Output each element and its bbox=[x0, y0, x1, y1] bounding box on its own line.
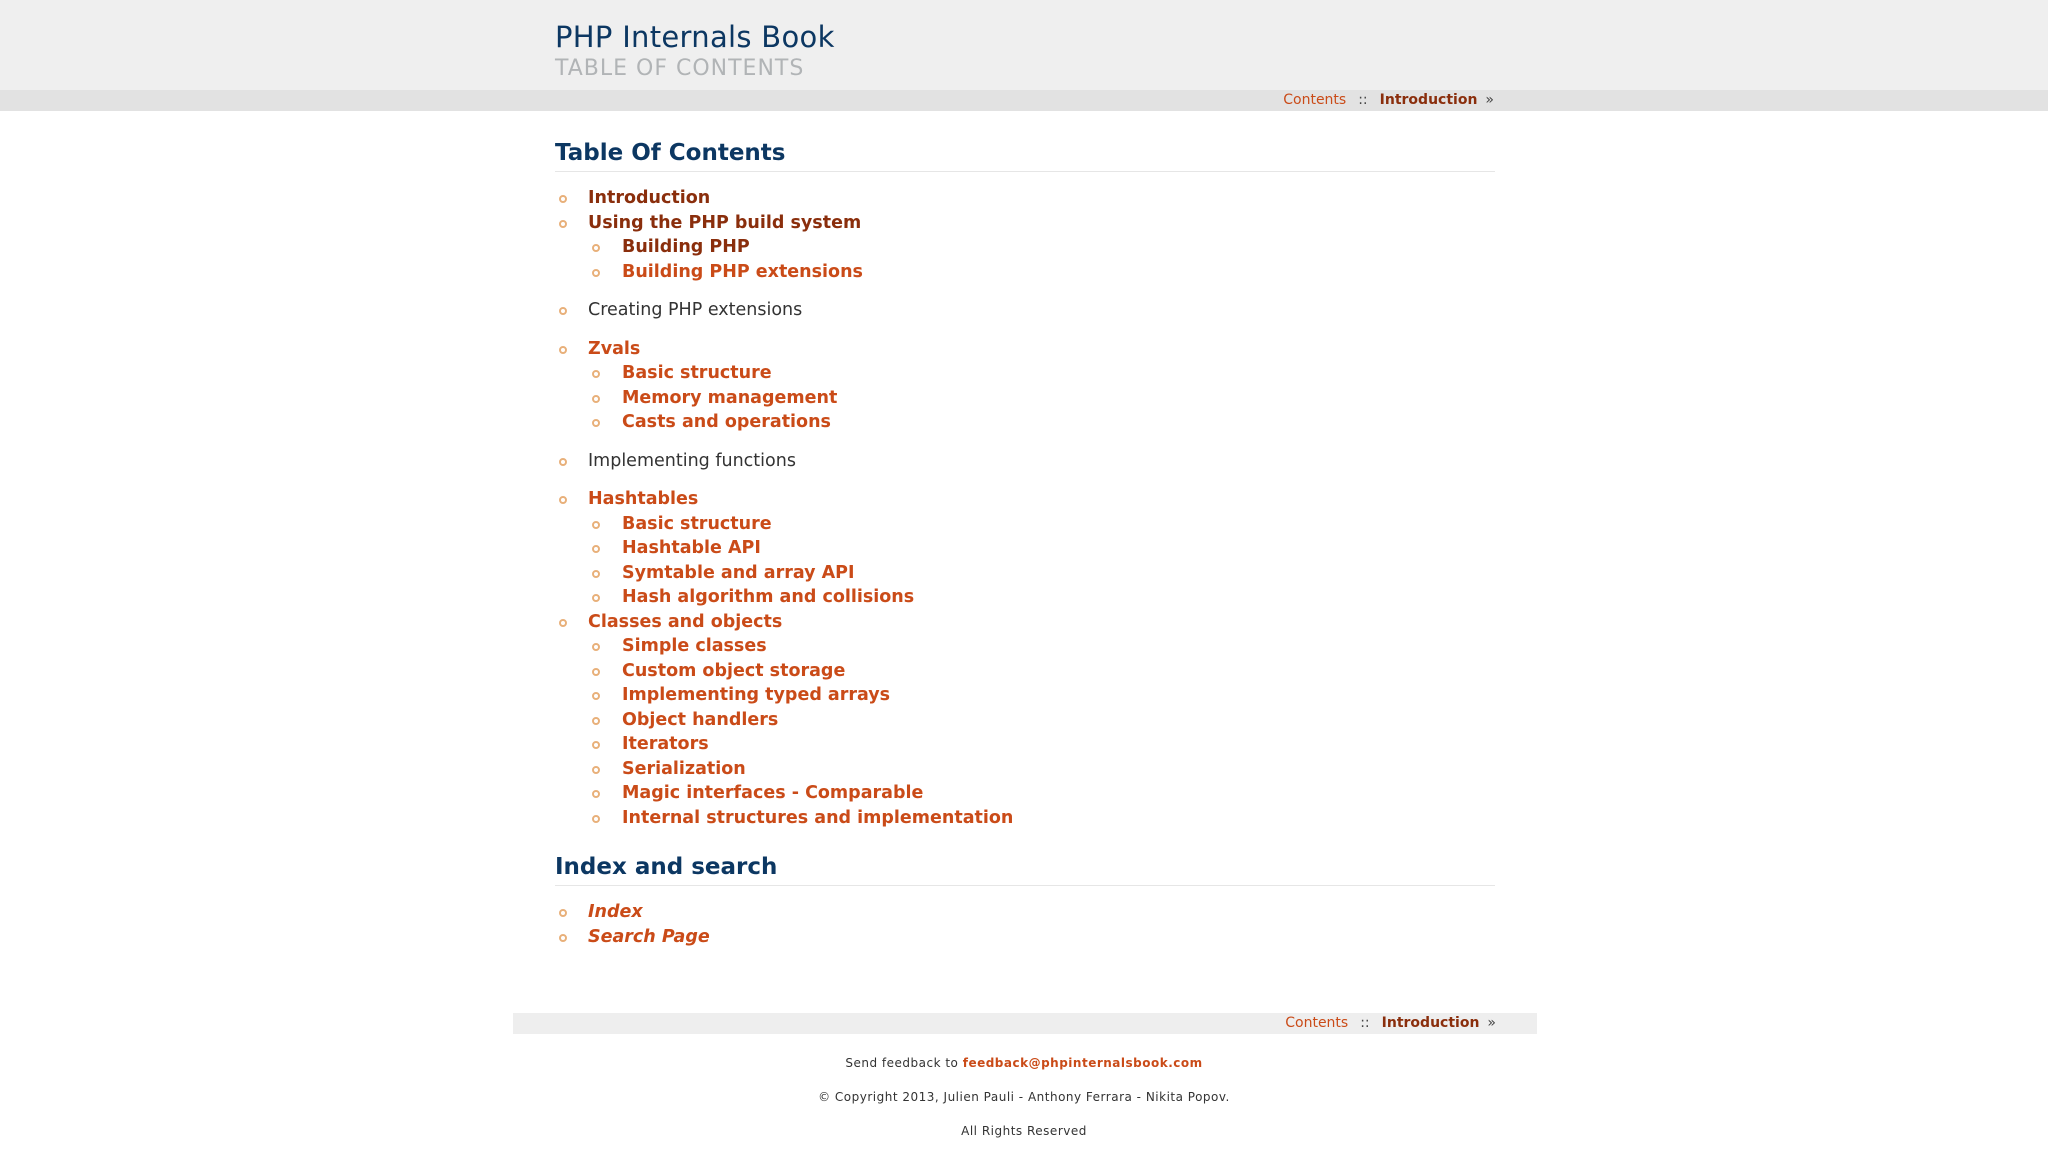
page-subtitle: TABLE OF CONTENTS bbox=[555, 56, 805, 81]
toc-link-casts-operations[interactable]: Casts and operations bbox=[622, 412, 831, 432]
toc-link-introduction[interactable]: Introduction bbox=[588, 188, 711, 208]
index-item bbox=[555, 900, 1495, 925]
toc-link-memory-management[interactable]: Memory management bbox=[622, 387, 838, 408]
toc-link-internal-structures[interactable]: Internal structures and implementation bbox=[622, 807, 1014, 828]
bullet-icon bbox=[559, 909, 567, 917]
toc-subitem bbox=[588, 634, 1495, 659]
toc-subitem bbox=[588, 512, 1495, 537]
toc-link-serialization[interactable]: Serialization bbox=[622, 758, 746, 779]
bullet-icon bbox=[559, 934, 567, 942]
footer-rights: All Rights Reserved bbox=[961, 1124, 1087, 1138]
bullet-icon bbox=[592, 419, 600, 427]
nav-raquo: » bbox=[1485, 92, 1494, 108]
bullet-icon bbox=[592, 790, 600, 798]
toc-link-zvals[interactable]: Zvals bbox=[588, 338, 641, 359]
index-link[interactable]: Index bbox=[588, 902, 643, 922]
bullet-icon bbox=[592, 766, 600, 774]
toc-link-hash-algorithm[interactable]: Hash algorithm and collisions bbox=[622, 587, 915, 607]
toc-subitem bbox=[588, 361, 1495, 386]
feedback-email-link[interactable]: feedback@phpinternalsbook.com bbox=[962, 1056, 1203, 1070]
nav-raquo: » bbox=[1487, 1015, 1496, 1031]
toc-item-implementing-functions bbox=[555, 449, 1495, 474]
index-search-heading: Index and search bbox=[555, 854, 1495, 886]
toc-sublist-hashtables bbox=[588, 512, 1495, 610]
toc-item-creating-extensions bbox=[555, 298, 1495, 323]
toc-sublist-classes bbox=[588, 634, 1495, 830]
toc-sublist-zvals bbox=[588, 361, 1495, 435]
toc-link-build-system[interactable]: Using the PHP build system bbox=[588, 212, 862, 233]
toc-link-zvals-basic-structure[interactable]: Basic structure bbox=[622, 363, 772, 383]
toc-link-magic-interfaces[interactable]: Magic interfaces - Comparable bbox=[622, 783, 924, 803]
top-nav-links bbox=[1283, 92, 1494, 109]
nav-next-link[interactable]: Introduction bbox=[1379, 92, 1478, 108]
nav-contents-link[interactable]: Contents bbox=[1283, 92, 1347, 108]
toc-link-building-php[interactable]: Building PHP bbox=[622, 237, 750, 257]
index-search-section bbox=[555, 854, 1495, 949]
toc-sublist-build-system bbox=[588, 235, 1495, 284]
bullet-icon bbox=[592, 269, 600, 277]
bullet-icon bbox=[592, 692, 600, 700]
bullet-icon bbox=[592, 643, 600, 651]
toc-subitem bbox=[588, 585, 1495, 610]
bullet-icon bbox=[559, 496, 567, 504]
bullet-icon bbox=[592, 545, 600, 553]
site-title[interactable]: PHP Internals Book bbox=[555, 20, 835, 54]
bullet-icon bbox=[559, 220, 567, 228]
bullet-icon bbox=[592, 594, 600, 602]
bullet-icon bbox=[559, 458, 567, 466]
bottom-nav-links bbox=[1285, 1015, 1496, 1032]
bullet-icon bbox=[559, 307, 567, 315]
toc-link-symtable-api[interactable]: Symtable and array API bbox=[622, 562, 855, 583]
toc-subitem bbox=[588, 757, 1495, 782]
bottom-navigation-bar bbox=[513, 1013, 1537, 1034]
search-item bbox=[555, 925, 1495, 950]
bullet-icon bbox=[592, 741, 600, 749]
footer-feedback bbox=[0, 1056, 2048, 1070]
toc-link-object-handlers[interactable]: Object handlers bbox=[622, 709, 779, 730]
toc-link-building-extensions[interactable]: Building PHP extensions bbox=[622, 261, 863, 282]
footer-feedback-text: Send feedback to bbox=[845, 1056, 959, 1070]
toc-subitem bbox=[588, 386, 1495, 411]
site-header bbox=[0, 0, 2048, 90]
toc-subitem bbox=[588, 708, 1495, 733]
toc-link-custom-object-storage[interactable]: Custom object storage bbox=[622, 660, 846, 681]
toc-link-iterators[interactable]: Iterators bbox=[622, 734, 709, 754]
toc-item-zvals bbox=[555, 337, 1495, 435]
bullet-icon bbox=[592, 521, 600, 529]
bullet-icon bbox=[592, 668, 600, 676]
toc-link-classes[interactable]: Classes and objects bbox=[588, 611, 783, 632]
toc-subitem bbox=[588, 260, 1495, 285]
toc-link-hashtable-api[interactable]: Hashtable API bbox=[622, 538, 761, 558]
toc-subitem bbox=[588, 561, 1495, 586]
toc-text-creating-extensions: Creating PHP extensions bbox=[588, 300, 803, 320]
toc-item-build-system bbox=[555, 211, 1495, 285]
bullet-icon bbox=[559, 195, 567, 203]
toc-link-simple-classes[interactable]: Simple classes bbox=[622, 636, 767, 656]
search-page-link[interactable]: Search Page bbox=[588, 926, 710, 947]
toc-item-classes bbox=[555, 610, 1495, 831]
toc-subitem bbox=[588, 683, 1495, 708]
footer-copyright: © Copyright 2013, Julien Pauli - Anthony Ferrara - Nikita Popov. bbox=[818, 1090, 1230, 1104]
toc-subitem bbox=[588, 659, 1495, 684]
main-content bbox=[555, 140, 1495, 949]
nav-separator: :: bbox=[1358, 92, 1368, 108]
bullet-icon bbox=[592, 370, 600, 378]
bullet-icon bbox=[559, 346, 567, 354]
index-search-list bbox=[555, 900, 1495, 949]
toc-subitem bbox=[588, 781, 1495, 806]
toc-subitem bbox=[588, 536, 1495, 561]
toc-subitem bbox=[588, 806, 1495, 831]
toc-item-introduction bbox=[555, 186, 1495, 211]
toc-subitem bbox=[588, 410, 1495, 435]
toc-subitem bbox=[588, 732, 1495, 757]
bullet-icon bbox=[592, 395, 600, 403]
bullet-icon bbox=[592, 244, 600, 252]
bottom-nav-next-link[interactable]: Introduction bbox=[1381, 1015, 1480, 1031]
nav-separator: :: bbox=[1360, 1015, 1370, 1031]
toc-heading: Table Of Contents bbox=[555, 140, 1495, 172]
toc-text-implementing-functions: Implementing functions bbox=[588, 450, 796, 471]
top-navigation-bar bbox=[0, 90, 2048, 111]
bullet-icon bbox=[559, 619, 567, 627]
toc-link-hashtables-basic-structure[interactable]: Basic structure bbox=[622, 513, 772, 534]
bullet-icon bbox=[592, 815, 600, 823]
bullet-icon bbox=[592, 570, 600, 578]
toc-link-hashtables[interactable]: Hashtables bbox=[588, 489, 699, 509]
toc-item-hashtables bbox=[555, 487, 1495, 610]
bullet-icon bbox=[592, 717, 600, 725]
bottom-nav-contents-link[interactable]: Contents bbox=[1285, 1015, 1349, 1031]
toc-link-typed-arrays[interactable]: Implementing typed arrays bbox=[622, 685, 891, 705]
toc-list bbox=[555, 186, 1495, 830]
toc-subitem bbox=[588, 235, 1495, 260]
